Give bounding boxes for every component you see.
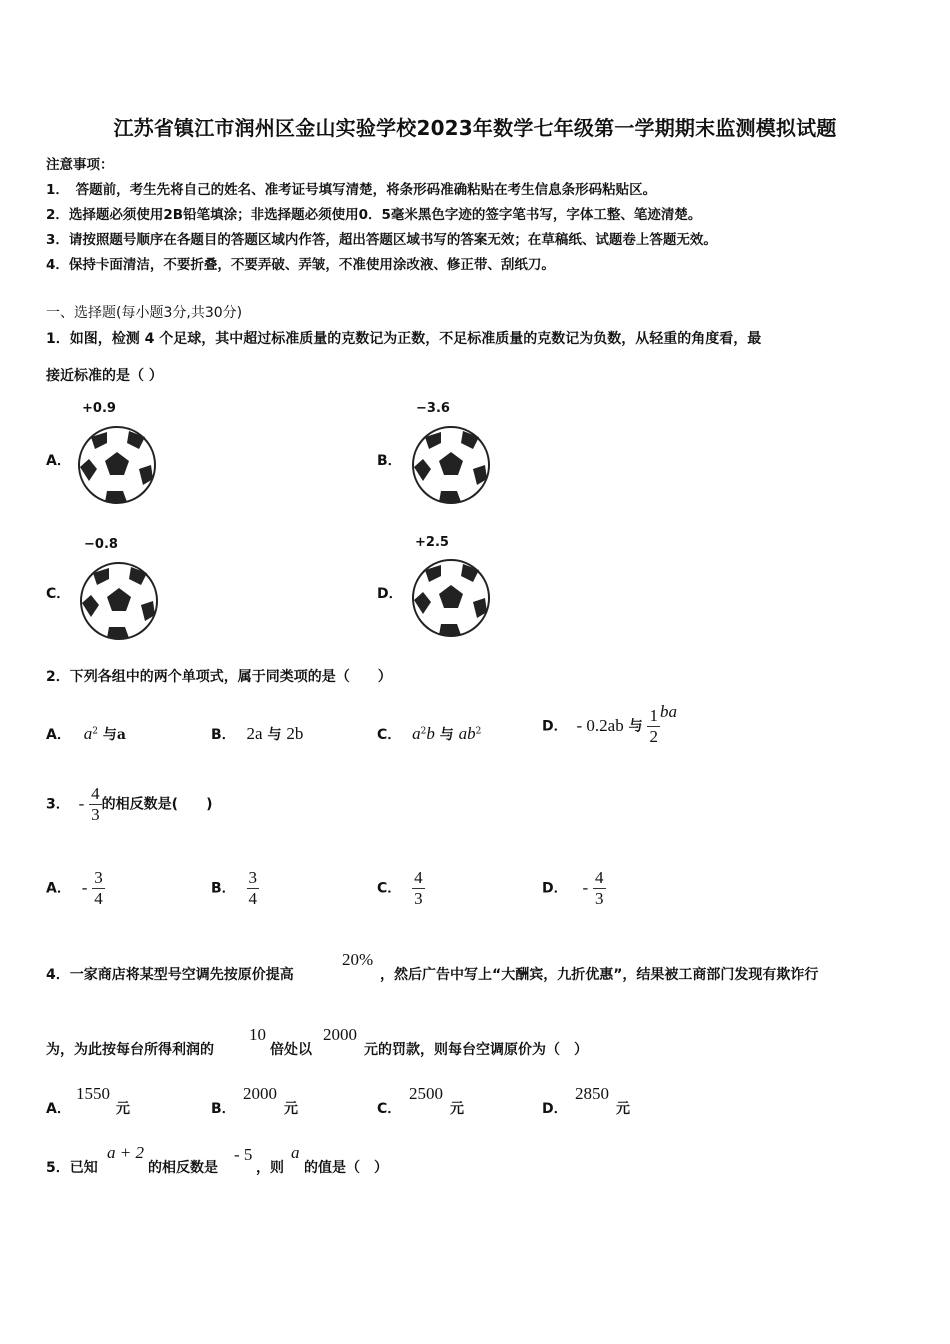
q4-fine: 2000: [323, 1025, 357, 1044]
q2-option-c-label: C．: [377, 727, 402, 743]
note-item-3: 3．请按照题号顺序在各题目的答题区域内作答，超出答题区域书写的答案无效；在草稿纸、试题卷上答题无效。: [46, 232, 717, 248]
q2-option-c-mid: b: [426, 724, 435, 743]
q3-option-a-frac: [92, 868, 105, 909]
q4-line2-b: 倍处以: [270, 1042, 312, 1058]
q2-option-d-left: - 0.2ab: [576, 715, 624, 735]
q1-option-b-value: −3.6: [416, 401, 450, 416]
q2-option-b-conn: 与: [267, 727, 282, 743]
q4-option-c-unit: 元: [450, 1101, 464, 1117]
q4-line2-c: 元的罚款，则每台空调原价为（ ）: [364, 1042, 588, 1058]
q1-option-a-value: +0.9: [82, 401, 116, 416]
q5-text-2: 的相反数是: [148, 1160, 218, 1176]
q1-option-c-value: −0.8: [84, 537, 118, 552]
q4-line2-a: 为，为此按每台所得利润的: [46, 1042, 214, 1058]
q5-value: - 5: [234, 1145, 253, 1164]
note-item-4: 4．保持卡面清洁，不要折叠，不要弄破、弄皱，不准使用涂改液、修正带、刮纸刀。: [46, 257, 555, 273]
q2-option-a-conn: 与: [102, 727, 117, 743]
soccer-ball-c-icon: [79, 561, 159, 641]
q2-option-c-exp2: 2: [475, 726, 482, 737]
q1-stem-line1: 1．如图，检测 4 个足球，其中超过标准质量的克数记为正数，不足标准质量的克数记为负数，从轻重的角度看，最: [46, 331, 762, 347]
q5-var: a: [291, 1143, 300, 1162]
q4-option-b-label: B．: [211, 1101, 236, 1117]
soccer-ball-b-icon: [411, 425, 491, 505]
q4-option-c-label: C．: [377, 1101, 402, 1117]
q3-option-a-sign: -: [81, 877, 88, 897]
soccer-ball-a-icon: [77, 425, 157, 505]
q2-option-c-base: a: [412, 724, 421, 743]
q2-option-b-label: B．: [211, 727, 236, 743]
q1-option-d-label: D．: [377, 586, 403, 602]
q2-option-c: [377, 724, 481, 744]
q4-option-d-value: 2850: [575, 1084, 609, 1103]
q3-option-a-num: 3: [94, 868, 103, 887]
q3-option-a-den: 4: [94, 889, 103, 908]
q2-option-d-den: 2: [649, 727, 658, 746]
q2-option-d: [542, 701, 677, 747]
q3-option-d-den: 3: [595, 889, 604, 908]
q3-option-b-frac: [247, 868, 260, 909]
q2-stem: 2．下列各组中的两个单项式，属于同类项的是（ ）: [46, 669, 392, 685]
q3-option-d: [542, 868, 606, 909]
q4-line1-a: 4．一家商店将某型号空调先按原价提高: [46, 967, 294, 983]
q2-option-d-conn: 与: [628, 718, 643, 735]
q3-option-c-num: 4: [414, 868, 423, 887]
q2-option-b-left: 2a: [246, 724, 263, 743]
q4-option-b-unit: 元: [284, 1101, 298, 1117]
q2-option-a-exp: 2: [92, 726, 98, 737]
q4-option-a-label: A．: [46, 1101, 71, 1117]
q3-option-a-label: A．: [46, 880, 71, 897]
q3-frac-den: 3: [91, 805, 100, 824]
q4-option-a-value: 1550: [76, 1084, 110, 1103]
q5-text-1: 5．已知: [46, 1160, 98, 1176]
q3-option-d-frac: [593, 868, 606, 909]
q5-expr: a + 2: [107, 1143, 144, 1162]
q3-stem-text: 的相反数是( ): [101, 796, 213, 813]
q2-option-d-frac: [647, 706, 660, 747]
q5-text-4: 的值是（ ）: [304, 1160, 388, 1176]
q3-option-c: [377, 868, 425, 909]
q2-option-d-tail: ba: [659, 701, 677, 721]
q3-option-d-sign: -: [582, 877, 589, 897]
q2-option-a-base: a: [83, 724, 93, 743]
q2-option-b: [211, 724, 303, 744]
note-item-2: 2．选择题必须使用2B铅笔填涂；非选择题必须使用0．5毫米黑色字迹的签字笔书写，字体工整、笔迹清楚。: [46, 207, 702, 223]
q2-option-c-exp: 2: [420, 726, 427, 737]
q3-option-b-num: 3: [248, 868, 258, 887]
q4-option-b-value: 2000: [243, 1084, 277, 1103]
q3-option-d-label: D．: [542, 880, 568, 897]
q3-option-c-frac: [412, 868, 425, 909]
q5-text-3: ，则: [256, 1160, 284, 1176]
notes-heading: 注意事项：: [46, 157, 114, 173]
q3-option-d-num: 4: [595, 868, 604, 887]
q3-option-c-den: 3: [414, 889, 423, 908]
q1-option-b-label: B．: [377, 453, 402, 469]
q1-option-c-label: C．: [46, 586, 71, 602]
q4-times: 10: [249, 1025, 266, 1044]
note-item-1: 1． 答题前，考生先将自己的姓名、准考证号填写清楚，将条形码准确粘贴在考生信息条形码粘贴区。: [46, 182, 657, 198]
q2-option-a: [46, 724, 126, 744]
q4-option-c-value: 2500: [409, 1084, 443, 1103]
q2-option-a-tail: a: [116, 727, 126, 743]
section-heading: 一、选择题(每小题3分,共30分): [46, 305, 243, 321]
q2-option-c-conn: 与: [439, 727, 454, 743]
q3-num: 3．: [46, 796, 70, 813]
q4-line1-b: ，然后广告中写上“大酬宾，九折优惠”，结果被工商部门发现有欺诈行: [380, 967, 819, 983]
q4-option-d-unit: 元: [616, 1101, 630, 1117]
q3-frac-num: 4: [91, 784, 100, 803]
q3-stem: [46, 784, 212, 825]
q2-option-a-label: A．: [46, 727, 71, 743]
soccer-ball-d-icon: [411, 558, 491, 638]
q1-option-a-label: A．: [46, 453, 71, 469]
q3-fraction: [89, 784, 102, 825]
q3-option-a: [46, 868, 105, 909]
q4-option-a-unit: 元: [116, 1101, 130, 1117]
q3-option-b-den: 4: [248, 889, 258, 908]
q4-percent: 20%: [342, 950, 374, 969]
q1-option-d-value: +2.5: [415, 535, 449, 550]
q3-option-b-label: B．: [211, 880, 236, 897]
q2-option-d-label: D．: [542, 718, 568, 735]
q3-option-b: [211, 868, 259, 909]
q1-stem-line2: 接近标准的是（ ）: [46, 368, 163, 384]
q2-option-c-right: ab: [458, 724, 476, 743]
q2-option-d-num: 1: [649, 706, 658, 725]
q2-option-b-right: 2b: [286, 724, 304, 743]
q3-option-c-label: C．: [377, 880, 402, 897]
q4-option-d-label: D．: [542, 1101, 568, 1117]
page-title: 江苏省镇江市润州区金山实验学校2023年数学七年级第一学期期末监测模拟试题: [113, 116, 837, 140]
q3-sign: -: [78, 793, 85, 813]
